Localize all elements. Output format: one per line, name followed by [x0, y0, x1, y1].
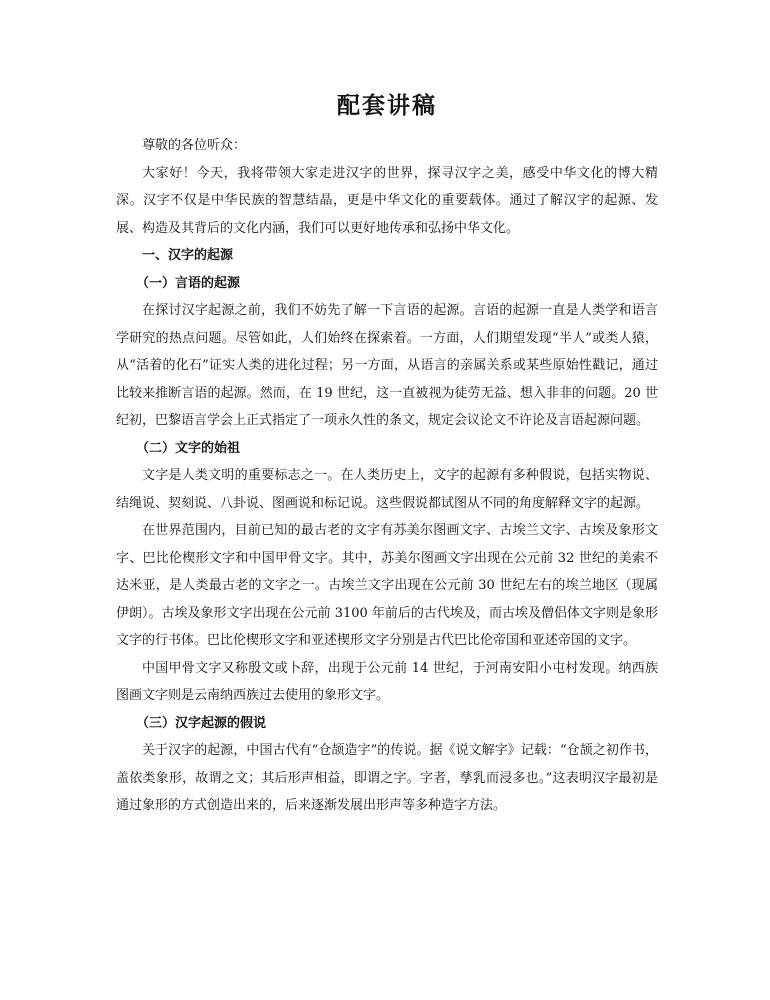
greeting-paragraph: 尊敬的各位听众： [142, 138, 247, 153]
section-heading-origin: 一、汉字的起源 [142, 248, 234, 263]
writing-ancestor-paragraph-2: 在世界范围内，目前已知的最古老的文字有苏美尔图画文字、古埃兰文字、古埃及象形文字、巴比伦楔形文字和中国甲骨文字。其中，苏美尔图画文字出现在公元前 32 世纪的美索不达米亚，是人类最古老的文字之一。古埃兰文字出现在公元前 30 世纪左右的埃兰地区（现属伊朗）。古埃及象形文字出现在公元前 3100 年前后的古代埃及，而古埃及僧侣体文字则是象形文字的行书体。巴比伦楔形文字和亚述楔形文字分别是古代巴比伦帝国和亚述帝国的文字。 [116, 523, 658, 648]
subsection-heading-speech-origin: （一）言语的起源 [136, 275, 241, 291]
subsection-heading-writing-ancestor: （二）文字的始祖 [136, 440, 241, 456]
writing-ancestor-paragraph-3: 中国甲骨文字又称殷文或卜辞，出现于公元前 14 世纪，于河南安阳小屯村发现。纳西族图画文字则是云南纳西族过去使用的象形文字。 [116, 660, 658, 703]
writing-ancestor-paragraph-1: 文字是人类文明的重要标志之一。在人类历史上，文字的起源有多种假说，包括实物说、结绳说、契刻说、八卦说、图画说和标记说。这些假说都试图从不同的角度解释文字的起源。 [116, 468, 658, 511]
hypotheses-paragraph: 关于汉字的起源，中国古代有“仓颉造字”的传说。据《说文解字》记载：“仓颉之初作书，盖依类象形，故谓之文；其后形声相益，即谓之字。字者，孳乳而浸多也。”这表明汉字最初是通过象形的方式创造出来的，后来逐渐发展出形声等多种造字方法。 [116, 743, 658, 813]
intro-paragraph: 大家好！今天，我将带领大家走进汉字的世界，探寻汉字之美，感受中华文化的博大精深。汉字不仅是中华民族的智慧结晶，更是中华文化的重要载体。通过了解汉字的起源、发展、构造及其背后的文化内涵，我们可以更好地传承和弘扬中华文化。 [116, 165, 658, 236]
document-body [116, 90, 658, 820]
speech-origin-paragraph: 在探讨汉字起源之前，我们不妨先了解一下言语的起源。言语的起源一直是人类学和语言学研究的热点问题。尽管如此，人们始终在探索着。一方面，人们期望发现“半人”或类人猿，从“活着的化石”证实人类的进化过程；另一方面，从语言的亲属关系或某些原始性戳记，通过比较来推断言语的起源。然而，在 19 世纪，这一直被视为徒劳无益、想入非非的问题。20 世纪初，巴黎语言学会上正式指定了一项永久性的条文，规定会议论文不许论及言语起源问题。 [116, 303, 658, 428]
page-title: 配套讲稿 [337, 92, 437, 119]
subsection-heading-hypotheses: （三）汉字起源的假说 [136, 715, 267, 731]
